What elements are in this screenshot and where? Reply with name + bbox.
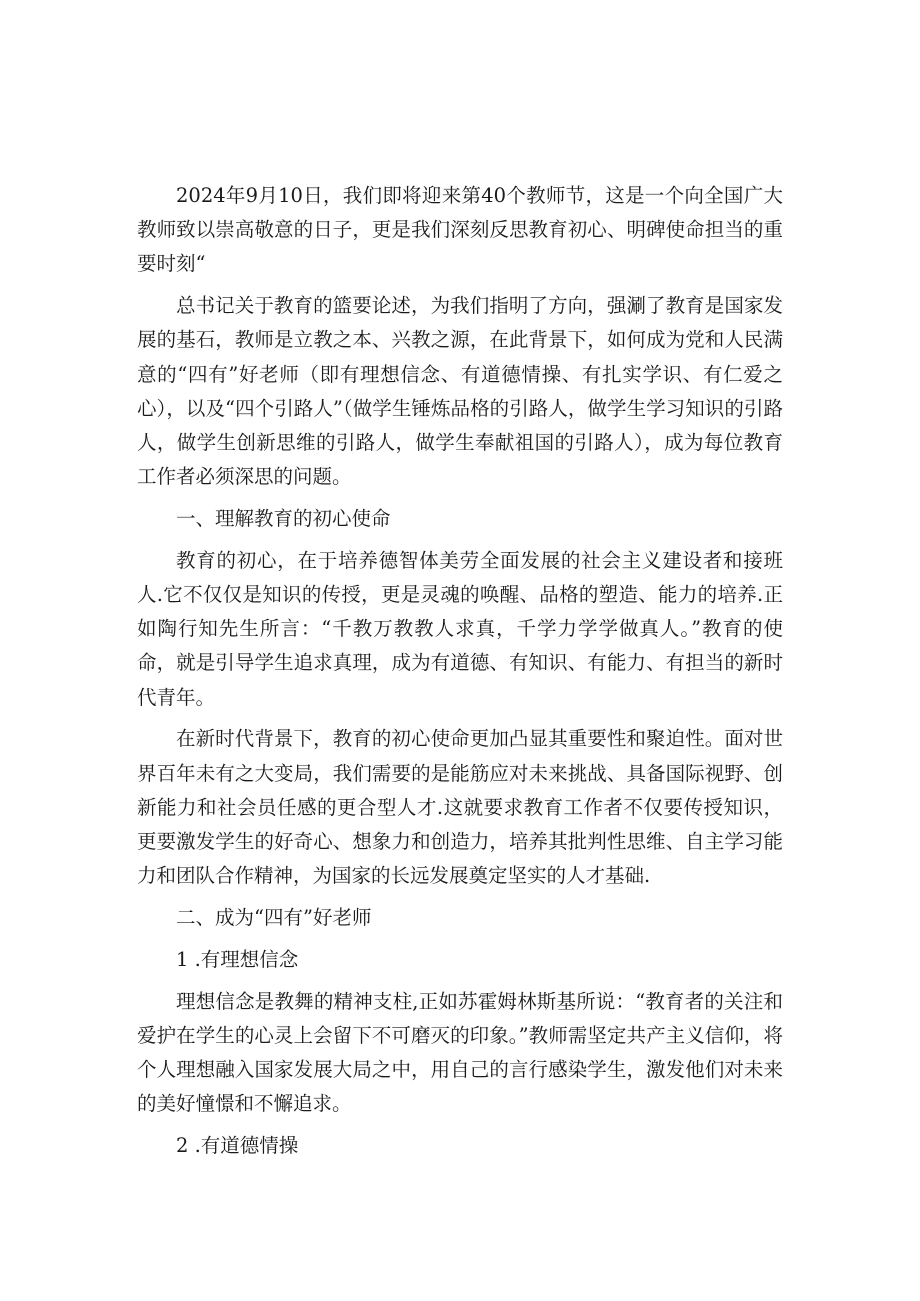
section-1-paragraph-1: 教育的初心，在于培养德智体美劳全面发展的社会主义建设者和接班人.它不仅仅是知识的传授，更是灵魂的唤醒、品格的塑造、能力的培养.正如陶行知先生所言：“千教万教教人求真，千学力学学做真人。”教育的使命，就是引导学生追求真理，成为有道德、有知识、有能力、有担当的新时代青年。 xyxy=(137,548,783,709)
intro-paragraph: 2024年9月10日，我们即将迎来第40个教师节，这是一个向全国广大教师致以崇高敬意的日子，更是我们深刻反思教育初心、明碑使命担当的重要时刻“ xyxy=(137,184,783,276)
context-paragraph: 总书记关于教育的篮要论述，为我们指明了方向，强涮了教育是国家发展的基石，教师是立教之本、兴教之源，在此背景下，如何成为党和人民满意的“四有”好老师（即有理想信念、有道德情操、有扎实学识、有仁爱之心），以及“四个引路人”（做学生锤炼品格的引路人，做学生学习知识的引路人，做学生创新思维的引路人，做学生奉献祖国的引路人），成为每位教育工作者必须深思的问题。 xyxy=(137,294,783,489)
section-heading-2: 二、成为“四有”好老师 xyxy=(176,906,372,930)
section-heading-1: 一、理解教育的初心使命 xyxy=(176,507,391,531)
subsection-1-paragraph: 理想信念是教舞的精神支柱,正如苏霍姆林斯基所说：“教育者的关注和爱护在学生的心灵上会留下不可磨灭的印象。”教师需坚定共产主义信仰，将个人理想融入国家发展大局之中，用自己的言行感染学生，激发他们对未来的美好憧憬和不懈追求。 xyxy=(137,989,783,1116)
subsection-heading-1: 1 .有理想信念 xyxy=(176,947,299,971)
document-body xyxy=(137,179,783,1171)
section-1-paragraph-2: 在新时代背景下，教育的初心使命更加凸显其重要性和聚迫性。面对世界百年未有之大变局，我们需要的是能筋应对未来挑战、具备国际视野、创新能力和社会员任感的更合型人才.这就要求教育工作者不仅要传授知识，更要激发学生的好奇心、想象力和创造力，培养其批判性思维、自主学习能力和团队合作精神，为国家的长远发展奠定坚实的人才基础. xyxy=(137,727,783,888)
subsection-heading-2: 2 .有道德情操 xyxy=(176,1134,299,1158)
